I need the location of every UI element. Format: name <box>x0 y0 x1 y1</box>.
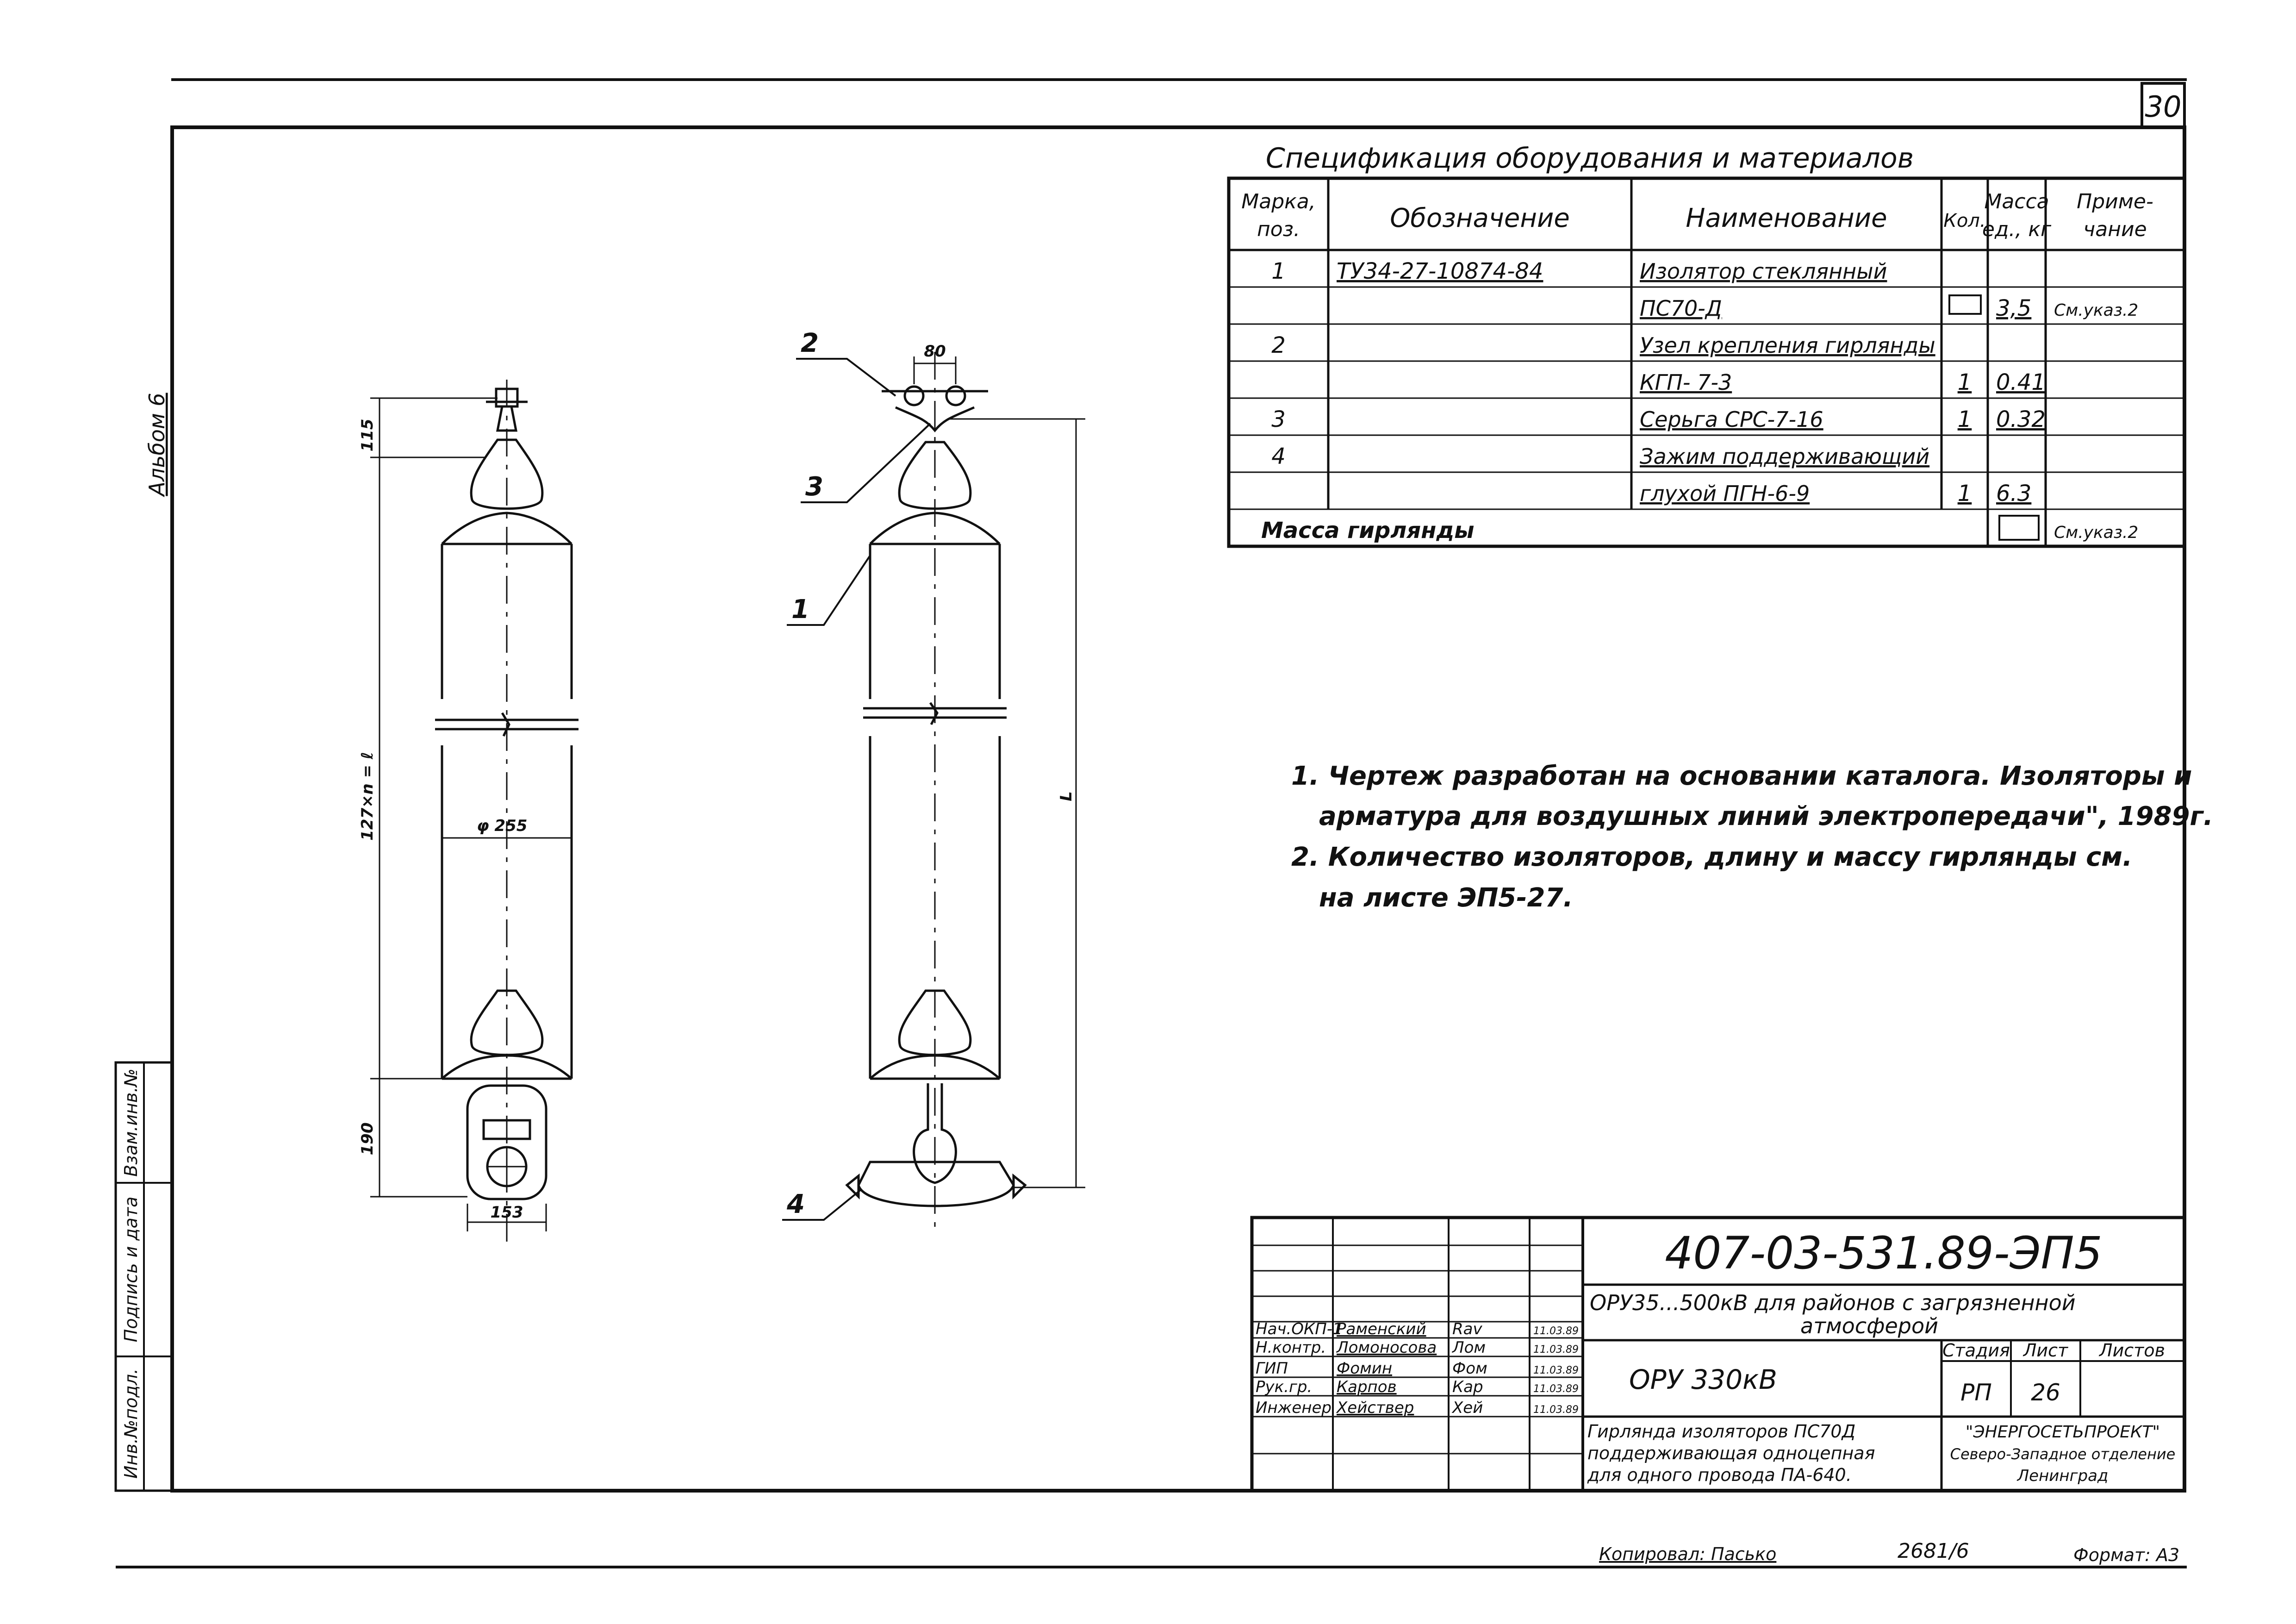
spec-cell-r0-c0: 1 <box>1271 258 1286 284</box>
spec-cell-r6-c3: 1 <box>1957 481 1972 506</box>
stamp-person-4-col-1: Хействер <box>1337 1399 1414 1417</box>
leader-label-3: 3 <box>805 472 823 502</box>
suspension-clamp <box>859 1162 1014 1206</box>
margin-label-replaced-inv: Взам.инв.№ <box>121 1068 141 1177</box>
stamp-person-2-col-1: Фомин <box>1337 1359 1393 1378</box>
note-1-line-2: арматура для воздушных линий электропередачи", 1989г. <box>1319 801 2213 831</box>
project-title-line-1: ОРУ35...500кВ для районов с загрязненной <box>1590 1290 2076 1315</box>
stamp-signature-grid <box>1252 1218 1583 1491</box>
stamp-person-0-col-0: Нач.ОКП-1 <box>1256 1320 1343 1338</box>
title-block <box>1252 1218 2184 1491</box>
stamp-person-4-col-0: Инженер <box>1256 1399 1332 1417</box>
spec-cell-r2-c2: Узел крепления гирлянды <box>1640 333 1935 358</box>
dim-string-label: 127×n = ℓ <box>358 752 377 841</box>
org-line-2: Северо-Западное отделение <box>1950 1445 2176 1463</box>
mass-placeholder-box <box>1999 516 2039 540</box>
stamp-person-4-col-2: Хей <box>1452 1399 1483 1417</box>
spec-header-4-part-1: ед., кг <box>1982 218 2052 241</box>
org-line-1: "ЭНЕРГОСЕТЬПРОЕКТ" <box>1965 1423 2160 1442</box>
sheet-value: 26 <box>2031 1379 2060 1406</box>
stamp-person-4-col-3: 11.03.89 <box>1533 1404 1579 1416</box>
dim-bottom-label: 190 <box>358 1122 377 1156</box>
spec-cell-r4-c0: 3 <box>1271 406 1286 432</box>
copied-by: Копировал: Пасько <box>1599 1544 1777 1564</box>
sheet-header: Лист <box>2023 1340 2068 1361</box>
spec-cell-r5-c0: 4 <box>1271 443 1286 469</box>
margin-label-signature-date: Подпись и дата <box>121 1196 141 1343</box>
spec-header-1: Обозначение <box>1390 203 1570 233</box>
sheets-header: Листов <box>2099 1340 2165 1361</box>
dim-top-label: 115 <box>358 418 377 452</box>
stamp-person-3-col-2: Кар <box>1452 1378 1483 1396</box>
spec-header-4-part-0: Масса <box>1984 190 2049 213</box>
stamp-person-1-col-3: 11.03.89 <box>1533 1344 1579 1355</box>
diameter-dim-label: φ 255 <box>477 817 528 835</box>
spec-cell-r5-c2: Зажим поддерживающий <box>1640 444 1930 469</box>
notes-block <box>1291 761 2213 913</box>
spec-grid <box>1229 178 2184 546</box>
stamp-person-0-col-2: Rav <box>1452 1320 1482 1338</box>
album-label: Альбом 6 <box>144 393 169 496</box>
dim-length-label: L <box>1057 791 1076 801</box>
stamp-person-0-col-3: 11.03.89 <box>1533 1325 1579 1337</box>
leader-label-1: 1 <box>791 594 809 625</box>
sheet-title-line-1: Гирлянда изоляторов ПС70Д <box>1587 1421 1856 1442</box>
sheet-title-line-2: поддерживающая одноцепная <box>1587 1443 1875 1463</box>
stamp-person-2-col-0: ГИП <box>1256 1359 1288 1378</box>
dim-attach-label: 80 <box>924 342 946 361</box>
note-2-line-2: на листе ЭП5-27. <box>1319 883 1573 913</box>
spec-cell-r7-c0: Масса гирлянды <box>1261 518 1475 543</box>
stamp-person-0-col-1: Раменский <box>1337 1320 1426 1338</box>
spec-header-5-part-0: Приме- <box>2077 190 2153 213</box>
spec-cell-r0-c2: Изолятор стеклянный <box>1640 259 1887 284</box>
object-title: ОРУ 330кВ <box>1629 1364 1777 1395</box>
leader-label-2: 2 <box>801 328 819 358</box>
stamp-person-1-col-1: Ломоносова <box>1337 1338 1437 1357</box>
spec-cell-r6-c2: глухой ПГН-6-9 <box>1640 481 1810 506</box>
sheet-number: 30 <box>2145 90 2182 124</box>
stamp-person-1-col-2: Лом <box>1452 1338 1486 1357</box>
stamp-person-2-col-3: 11.03.89 <box>1533 1365 1579 1376</box>
stamp-person-2-col-2: Фом <box>1452 1359 1487 1378</box>
spec-cell-r6-c4: 6.3 <box>1996 481 2032 506</box>
spec-cell-r3-c2: КГП- 7-3 <box>1640 370 1732 395</box>
spec-header-3: Кол. <box>1943 210 1986 231</box>
spec-header-5-part-1: чание <box>2083 218 2147 241</box>
leader-label-4: 4 <box>787 1189 805 1219</box>
spec-cell-r4-c4: 0.32 <box>1996 406 2046 432</box>
stamp-person-3-col-1: Карпов <box>1337 1378 1397 1396</box>
order-number: 2681/6 <box>1898 1539 1969 1563</box>
spec-cell-r0-c1: ТУ34-27-10874-84 <box>1337 258 1543 284</box>
stamp-person-3-col-3: 11.03.89 <box>1533 1383 1579 1395</box>
stage-header: Стадия <box>1942 1340 2010 1361</box>
spec-cell-r3-c3: 1 <box>1957 369 1972 395</box>
sheet-title-line-3: для одного провода ПА-640. <box>1587 1465 1852 1485</box>
document-code: 407-03-531.89-ЭП5 <box>1665 1227 2103 1279</box>
spec-cell-r1-c2: ПС70-Д <box>1640 296 1722 321</box>
spec-header-2: Наименование <box>1686 203 1887 233</box>
stamp-person-1-col-0: Н.контр. <box>1256 1338 1326 1357</box>
insulator-string-side-view <box>782 328 1085 1231</box>
spec-cell-r1-c5: См.указ.2 <box>2054 301 2139 320</box>
side-margin-stamp <box>116 1062 172 1491</box>
dim-clamp-label: 153 <box>490 1203 523 1222</box>
spec-cell-r7-c5: См.указ.2 <box>2054 523 2139 542</box>
spec-cell-r4-c3: 1 <box>1957 406 1972 432</box>
stage-value: РП <box>1960 1379 1992 1406</box>
sheet-format: Формат: А3 <box>2073 1545 2180 1565</box>
stamp-person-3-col-0: Рук.гр. <box>1256 1378 1313 1396</box>
insulator-string-front-view <box>358 380 579 1250</box>
spec-cell-r4-c2: Серьга СРС-7-16 <box>1640 407 1823 432</box>
note-2-line-1: 2. Количество изоляторов, длину и массу гирлянды см. <box>1291 842 2133 872</box>
spec-cell-r3-c4: 0.41 <box>1996 369 2046 395</box>
org-line-3: Ленинград <box>2017 1467 2109 1485</box>
spec-cell-r1-c4: 3,5 <box>1996 295 2032 321</box>
margin-label-original-inv: Инв.№подл. <box>121 1368 141 1479</box>
spec-cell-r2-c0: 2 <box>1271 332 1286 358</box>
project-title-line-2: атмосферой <box>1800 1313 1938 1338</box>
spec-title: Спецификация оборудования и материалов <box>1265 142 1914 175</box>
note-1-line-1: 1. Чертеж разработан на основании каталога. Изоляторы и <box>1291 761 2192 791</box>
fitting-hole-right <box>946 387 965 405</box>
fitting-hole-left <box>905 387 923 405</box>
spec-header-0-part-1: поз. <box>1257 218 1300 241</box>
qty-placeholder-box <box>1949 295 1981 314</box>
spec-header-0-part-0: Марка, <box>1241 190 1316 213</box>
specification-table <box>1229 142 2184 546</box>
